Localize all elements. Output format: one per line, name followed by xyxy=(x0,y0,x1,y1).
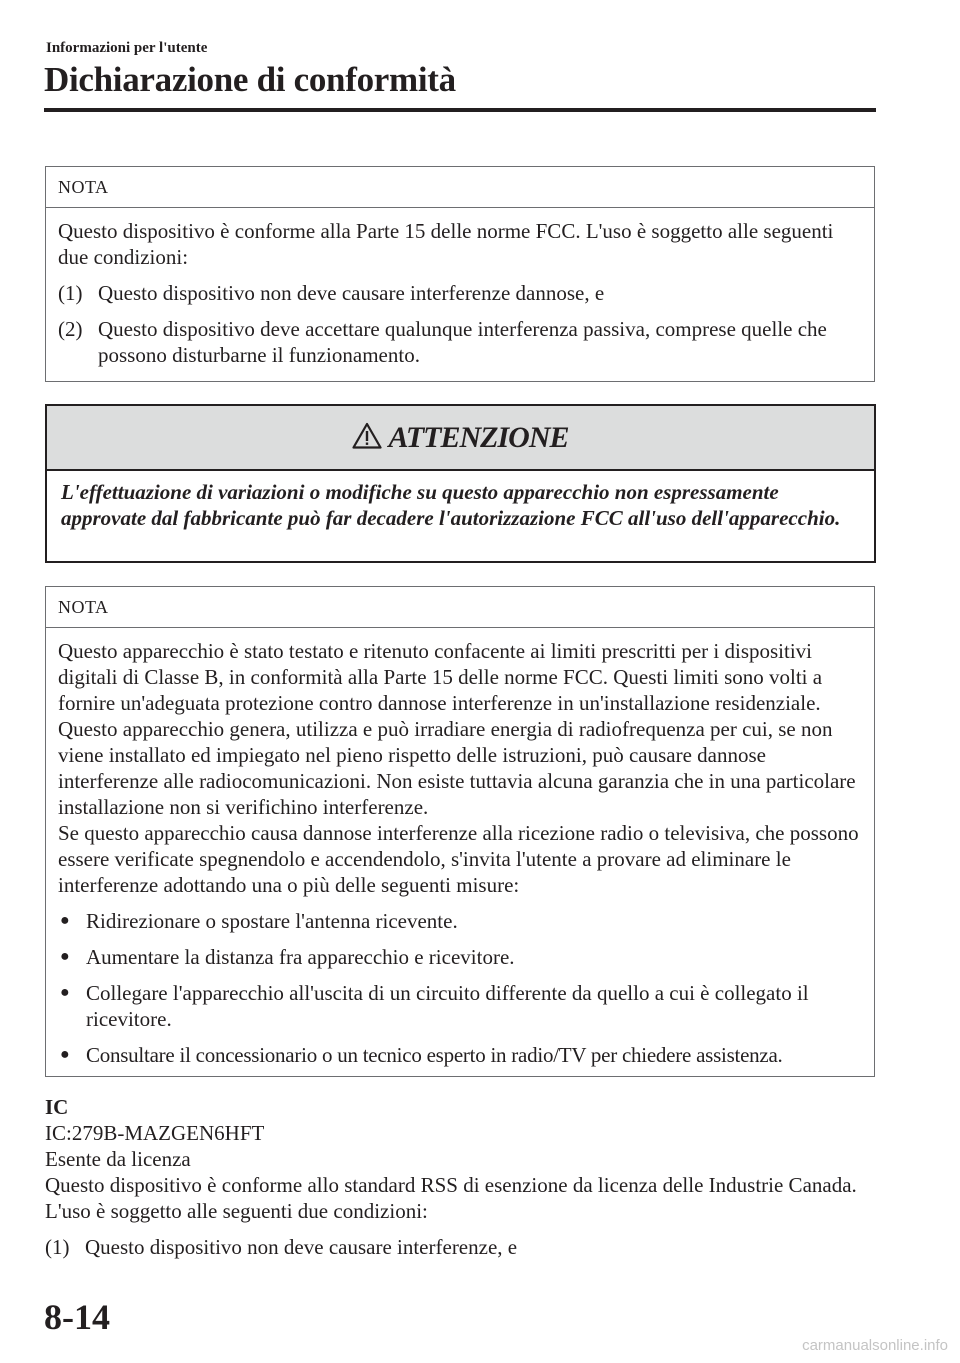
note-label: NOTA xyxy=(46,587,874,628)
note-body xyxy=(46,628,874,1068)
item-text: Questo dispositivo deve accettare qualunque interferenza passiva, comprese quelle che possono disturbarne il funzionamento. xyxy=(98,317,827,367)
warning-box xyxy=(45,404,876,563)
numbered-item xyxy=(58,280,862,306)
bullet-text: Collegare l'apparecchio all'uscita di un circuito differente da quello a cui è collegato il ricevitore. xyxy=(86,981,809,1031)
bullet-item xyxy=(58,908,862,934)
note-label: NOTA xyxy=(46,167,874,208)
item-number: (2) xyxy=(58,317,83,341)
numbered-item xyxy=(45,1234,875,1260)
page-title: Dichiarazione di conformità xyxy=(44,60,456,99)
header-section: Informazioni per l'utente xyxy=(46,40,208,56)
warning-title: ATTENZIONE xyxy=(388,420,569,454)
note-paragraph: Questo apparecchio è stato testato e ritenuto confacente ai limiti prescritti per i dispositivi digitali di Classe B, in conformità alla Parte 15 delle norme FCC. Questi limiti sono volti a fornire un'adeguata protezione contro dannose interferenze in un'installazione residenziale. Questo apparecchio genera, utilizza e può irradiare energia di radiofrequenza per cui, se non viene installato ed impiegato nel pieno rispetto delle istruzioni, può causare dannose interferenze alle radiocomunicazioni. Non esiste tuttavia alcuna garanzia che in una particolare installazione non si verifichino interferenze. xyxy=(58,639,856,819)
bullet-icon: ● xyxy=(60,984,70,1001)
warning-triangle-icon xyxy=(352,422,382,454)
note-box-fcc-conditions xyxy=(45,166,875,382)
bullet-text: Aumentare la distanza fra apparecchio e ricevitore. xyxy=(86,945,515,969)
ic-text: Questo dispositivo è conforme allo standard RSS di esenzione da licenza delle Industrie Canada. L'uso è soggetto alle seguenti due condizioni: xyxy=(45,1173,857,1223)
bullet-text: Consultare il concessionario o un tecnico esperto in radio/TV per chiedere assistenza. xyxy=(86,1043,783,1067)
item-number: (1) xyxy=(45,1235,70,1259)
bullet-icon: ● xyxy=(60,1046,70,1063)
ic-exempt: Esente da licenza xyxy=(45,1147,191,1171)
page-number: 8-14 xyxy=(44,1297,110,1337)
ic-heading: IC xyxy=(45,1095,69,1119)
note-body xyxy=(46,208,874,368)
item-number: (1) xyxy=(58,281,83,305)
note-paragraph: Se questo apparecchio causa dannose interferenze alla ricezione radio o televisiva, che possono essere verificate spegnendolo e accendendolo, s'invita l'utente a provare ad eliminare le interferenze adottando una o più delle seguenti misure: xyxy=(58,821,859,897)
ic-section xyxy=(45,1094,875,1260)
bullet-text: Ridirezionare o spostare l'antenna ricevente. xyxy=(86,909,458,933)
item-text: Questo dispositivo non deve causare interferenze dannose, e xyxy=(98,281,605,305)
ic-id: IC:279B-MAZGEN6HFT xyxy=(45,1121,265,1145)
numbered-item xyxy=(58,316,862,368)
warning-text: L'effettuazione di variazioni o modifiche su questo apparecchio non espressamente approvate dal fabbricante può far decadere l'autorizzazione FCC all'uso dell'apparecchio. xyxy=(61,480,841,530)
bullet-icon: ● xyxy=(60,912,70,929)
bullet-item xyxy=(58,944,862,970)
bullet-item xyxy=(58,1042,862,1068)
watermark: carmanualsonline.info xyxy=(802,1337,948,1354)
item-text: Questo dispositivo non deve causare interferenze, e xyxy=(85,1235,518,1259)
note-box-class-b xyxy=(45,586,875,1077)
warning-header xyxy=(47,406,874,471)
header-rule xyxy=(44,108,876,112)
bullet-item xyxy=(58,980,862,1032)
note-intro: Questo dispositivo è conforme alla Parte 15 delle norme FCC. L'uso è soggetto alle seguenti due condizioni: xyxy=(58,219,834,269)
bullet-icon: ● xyxy=(60,948,70,965)
